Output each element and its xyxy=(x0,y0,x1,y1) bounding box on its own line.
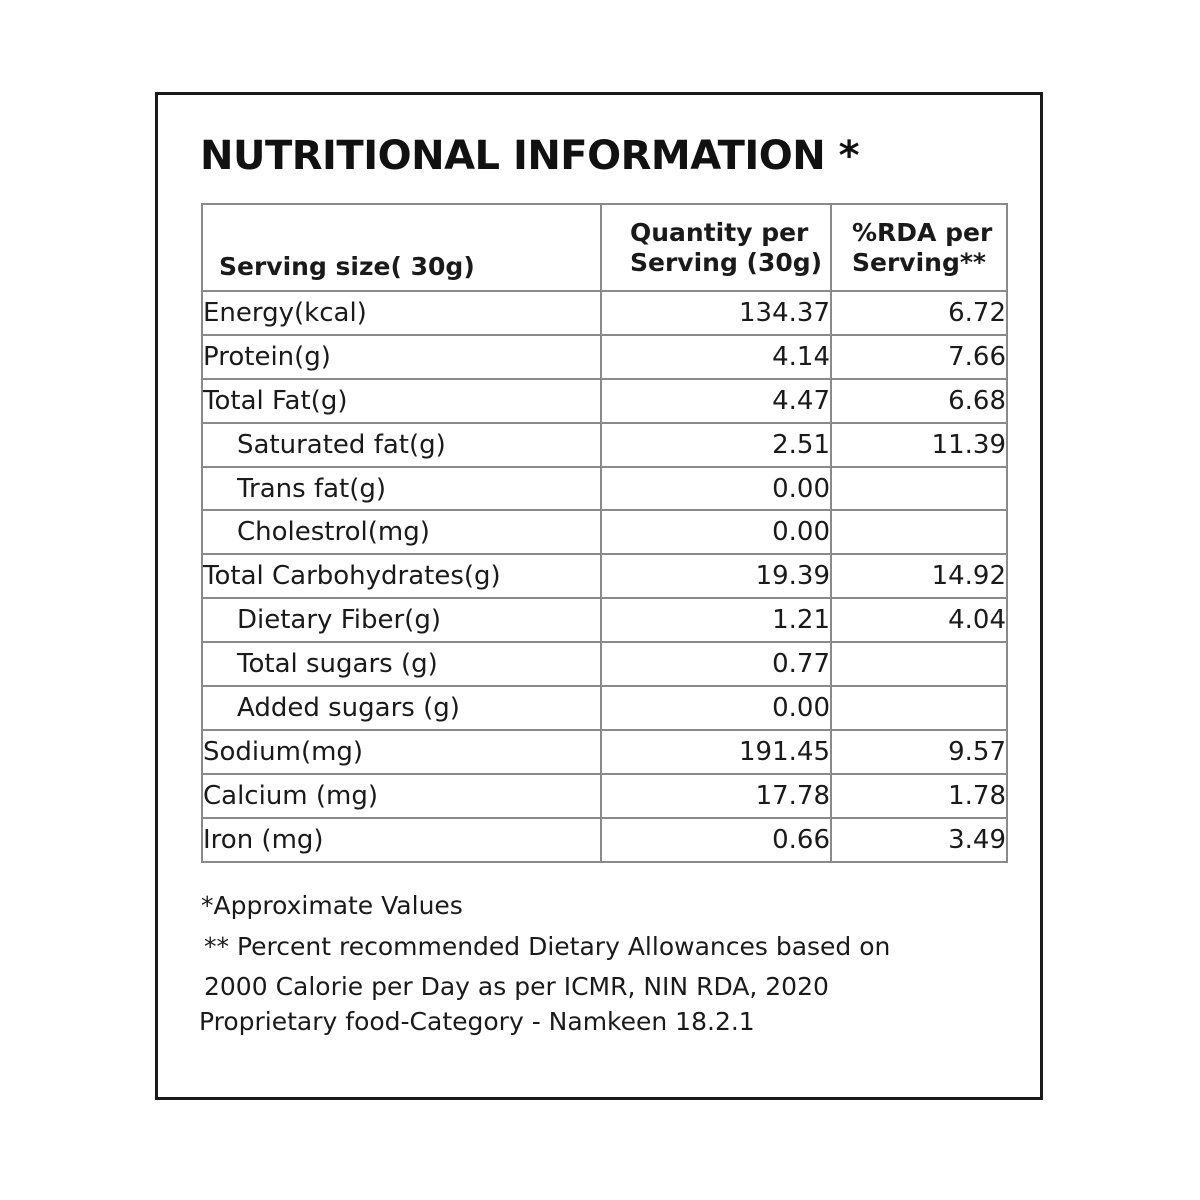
serving-size-header: Serving size( 30g) xyxy=(202,204,601,291)
nutrient-label: Dietary Fiber(g) xyxy=(202,598,601,642)
table-row xyxy=(202,335,1007,379)
quantity-cell: 19.39 xyxy=(601,554,831,598)
nutrient-label: Energy(kcal) xyxy=(202,291,601,335)
approx-values-note: *Approximate Values xyxy=(201,891,463,920)
rda-cell: 4.04 xyxy=(831,598,1007,642)
table-row xyxy=(202,642,1007,686)
nutrient-label: Total Fat(g) xyxy=(202,379,601,423)
table-row xyxy=(202,774,1007,818)
quantity-cell: 191.45 xyxy=(601,730,831,774)
table-row xyxy=(202,730,1007,774)
nutrient-label: Saturated fat(g) xyxy=(202,423,601,467)
quantity-cell: 0.00 xyxy=(601,686,831,730)
quantity-cell: 4.14 xyxy=(601,335,831,379)
rda-cell: 14.92 xyxy=(831,554,1007,598)
quantity-cell: 17.78 xyxy=(601,774,831,818)
nutrient-label: Calcium (mg) xyxy=(202,774,601,818)
rda-cell: 3.49 xyxy=(831,818,1007,862)
quantity-cell: 2.51 xyxy=(601,423,831,467)
rda-note: ** Percent recommended Dietary Allowances based on xyxy=(204,932,891,961)
quantity-header xyxy=(601,204,831,291)
rda-header xyxy=(831,204,1007,291)
table-row xyxy=(202,510,1007,554)
quantity-cell: 4.47 xyxy=(601,379,831,423)
table-row xyxy=(202,818,1007,862)
table-body xyxy=(202,291,1007,862)
rda-basis-note: 2000 Calorie per Day as per ICMR, NIN RDA, 2020 xyxy=(204,972,829,1001)
rda-cell: 7.66 xyxy=(831,335,1007,379)
rda-header-line1: %RDA per xyxy=(852,217,993,247)
table-row xyxy=(202,291,1007,335)
quantity-header-line2: Serving (30g) xyxy=(630,247,823,277)
nutrient-label: Sodium(mg) xyxy=(202,730,601,774)
page-title: NUTRITIONAL INFORMATION * xyxy=(200,133,860,179)
quantity-header-line1: Quantity per xyxy=(630,217,809,247)
quantity-cell: 0.77 xyxy=(601,642,831,686)
nutrient-label: Iron (mg) xyxy=(202,818,601,862)
quantity-cell: 1.21 xyxy=(601,598,831,642)
nutrient-label: Protein(g) xyxy=(202,335,601,379)
table-row xyxy=(202,686,1007,730)
nutrient-label: Trans fat(g) xyxy=(202,467,601,511)
category-note: Proprietary food-Category - Namkeen 18.2.1 xyxy=(199,1007,755,1036)
rda-cell xyxy=(831,686,1007,730)
quantity-cell: 0.00 xyxy=(601,510,831,554)
table-row xyxy=(202,379,1007,423)
rda-cell: 9.57 xyxy=(831,730,1007,774)
table-header-row xyxy=(202,204,1007,291)
rda-cell: 6.72 xyxy=(831,291,1007,335)
rda-cell: 11.39 xyxy=(831,423,1007,467)
quantity-cell: 134.37 xyxy=(601,291,831,335)
footnotes xyxy=(199,886,890,1039)
rda-cell xyxy=(831,510,1007,554)
nutrient-label: Total Carbohydrates(g) xyxy=(202,554,601,598)
rda-cell: 1.78 xyxy=(831,774,1007,818)
quantity-cell: 0.00 xyxy=(601,467,831,511)
rda-header-line2: Serving** xyxy=(852,247,986,277)
rda-cell xyxy=(831,467,1007,511)
nutrient-label: Cholestrol(mg) xyxy=(202,510,601,554)
rda-cell xyxy=(831,642,1007,686)
quantity-cell: 0.66 xyxy=(601,818,831,862)
table-row xyxy=(202,423,1007,467)
nutrition-table xyxy=(201,203,1008,863)
table-row xyxy=(202,467,1007,511)
table-row xyxy=(202,554,1007,598)
rda-cell: 6.68 xyxy=(831,379,1007,423)
table-row xyxy=(202,598,1007,642)
nutrient-label: Total sugars (g) xyxy=(202,642,601,686)
nutrient-label: Added sugars (g) xyxy=(202,686,601,730)
